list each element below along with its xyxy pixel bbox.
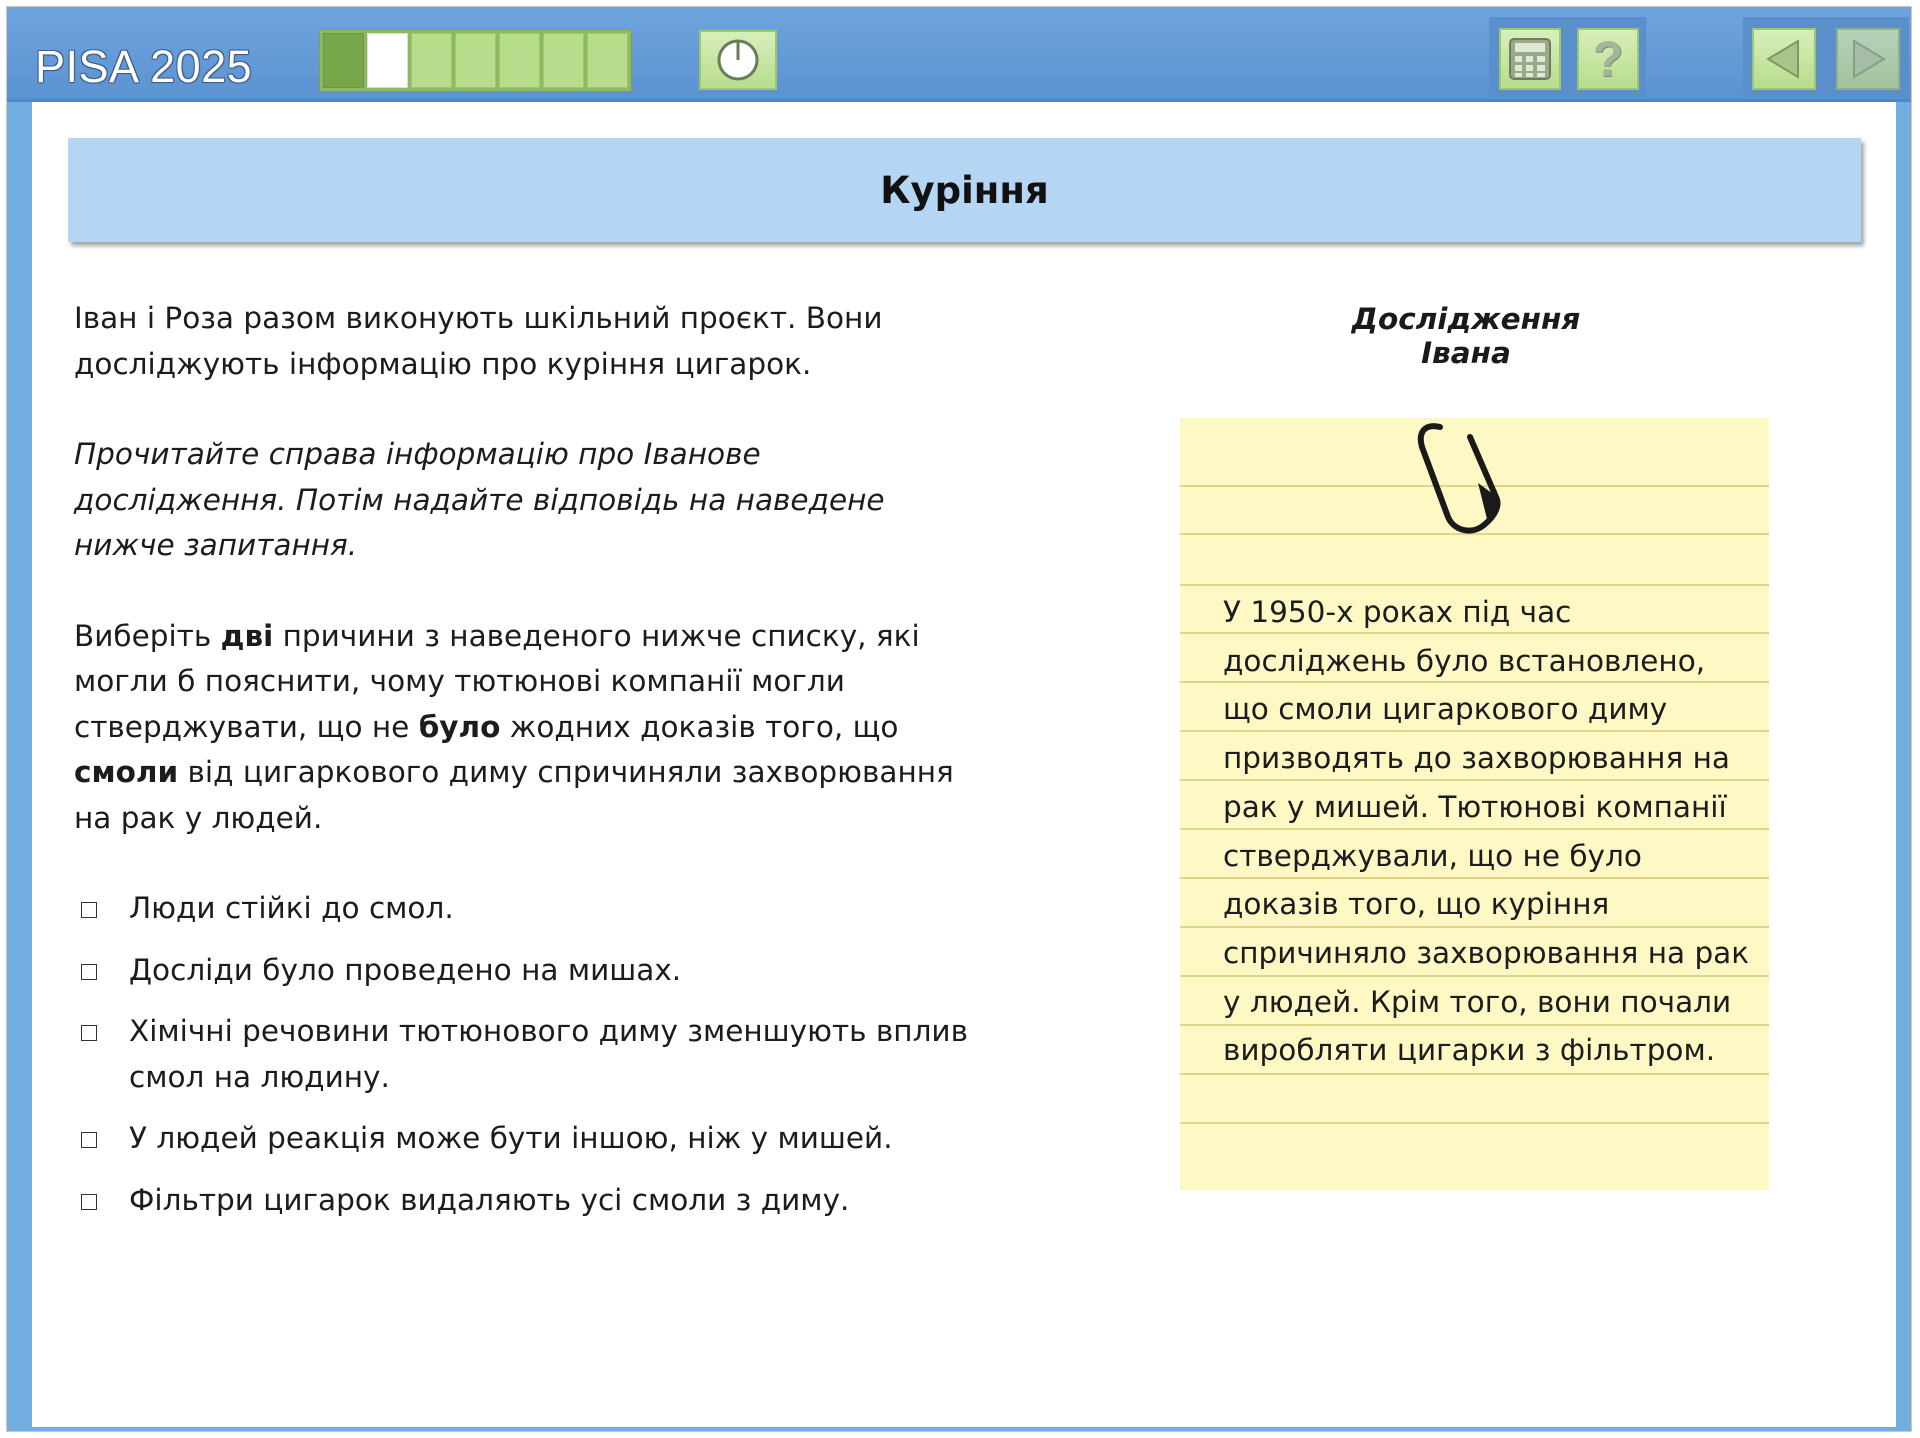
question-part: від цигаркового диму спричиняли захворювання на рак у людей. <box>74 755 954 835</box>
progress-indicator <box>319 29 632 92</box>
help-icon: ? <box>1592 31 1624 87</box>
back-button[interactable] <box>1752 28 1816 90</box>
top-toolbar <box>7 7 1911 102</box>
question-part: жодних доказів того, що <box>500 709 899 744</box>
app-title: PISA 2025 <box>35 41 253 92</box>
option-4[interactable] <box>74 1116 974 1162</box>
option-2-checkbox[interactable] <box>81 964 97 980</box>
option-4-label: У людей реакція може бути іншою, ніж у мишей. <box>129 1121 893 1155</box>
option-3-label: Хімічні речовини тютюнового диму зменшують вплив смол на людину. <box>129 1014 968 1094</box>
progress-step-1 <box>323 33 364 88</box>
option-3-checkbox[interactable] <box>81 1025 97 1041</box>
research-notepad <box>1180 418 1769 1190</box>
next-arrow-icon <box>1846 37 1890 81</box>
progress-step-2 <box>367 33 408 88</box>
timer-button[interactable] <box>699 30 777 90</box>
question-part: Виберіть <box>74 618 221 653</box>
calculator-icon <box>1507 36 1553 82</box>
option-1-label: Люди стійкі до смол. <box>129 891 454 925</box>
progress-step-7 <box>587 33 628 88</box>
option-4-checkbox[interactable] <box>81 1132 97 1148</box>
research-note-text: У 1950-х роках під час досліджень було встановлено, що смоли цигаркового диму призводять до захворювання на рак у мишей. Тютюнові компанії стверджували, що не було доказів того, що куріння спричиняло захворювання на рак у людей. Крім того, вони почали виробляти цигарки з фільтром. <box>1223 595 1750 1068</box>
option-3[interactable] <box>74 1009 974 1100</box>
option-1-checkbox[interactable] <box>81 902 97 918</box>
intro-text: Іван і Роза разом виконують шкільний проєкт. Вони досліджують інформацію про куріння цигарок. <box>74 301 883 381</box>
question-bold: було <box>418 709 501 744</box>
progress-step-4 <box>455 33 496 88</box>
page-title-bar <box>68 138 1861 242</box>
next-button[interactable] <box>1836 28 1900 90</box>
option-1[interactable] <box>74 886 974 932</box>
question-part: причини з наведеного нижче списку, які могли б пояснити, чому тютюнові компанії могли стверджувати, що не <box>74 618 920 744</box>
progress-step-3 <box>411 33 452 88</box>
question-bold: дві <box>220 618 274 653</box>
progress-step-6 <box>543 33 584 88</box>
note-line <box>1180 1122 1769 1124</box>
question-panel <box>74 296 974 1239</box>
timer-icon <box>715 37 761 83</box>
back-arrow-icon <box>1762 37 1806 81</box>
research-title: Дослідження Івана <box>1351 302 1581 370</box>
page-title: Куріння <box>880 168 1049 212</box>
option-5-label: Фільтри цигарок видаляють усі смоли з диму. <box>129 1182 850 1217</box>
paperclip-icon <box>1404 413 1514 543</box>
option-5-checkbox[interactable] <box>81 1194 97 1210</box>
help-button[interactable] <box>1577 28 1639 90</box>
option-2-label: Досліди було проведено на мишах. <box>129 952 682 987</box>
instruction-text: Прочитайте справа інформацію про Іванове дослідження. Потім надайте відповідь на наведене нижче запитання. <box>74 437 885 562</box>
progress-step-5 <box>499 33 540 88</box>
note-line <box>1180 584 1769 586</box>
question-text <box>74 614 974 842</box>
question-bold: смоли <box>74 755 179 789</box>
answer-options <box>74 886 974 1223</box>
option-2[interactable] <box>74 948 974 994</box>
option-5[interactable] <box>74 1178 974 1224</box>
calculator-button[interactable] <box>1499 28 1561 90</box>
